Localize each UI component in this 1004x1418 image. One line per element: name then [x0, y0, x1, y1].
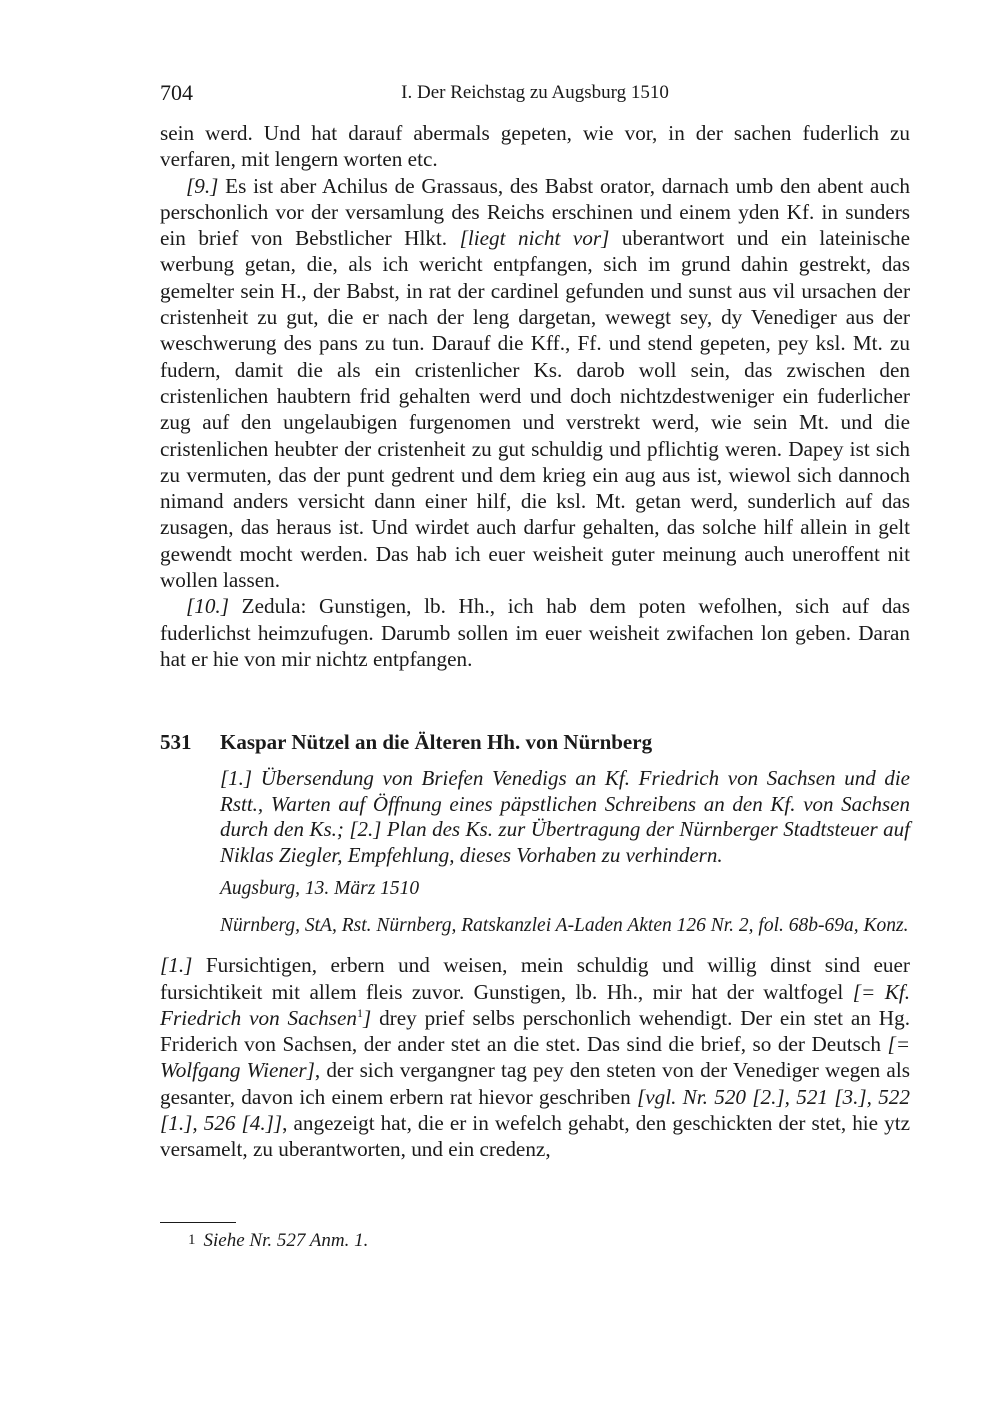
body-text-document-531	[160, 952, 910, 1162]
editorial-note: [vgl. Nr. 520 [2.], 521 [3.], 522 [1.], 526 [4.]]	[160, 1084, 910, 1136]
document-regest: [1.] Übersendung von Briefen Venedigs an Kf. Friedrich von Sachsen und die Rstt., Warten auf Öffnung eines päpstlichen Schreibens an den Kf. von Sachsen durch den Ks.; [2.] Plan des Ks. zur Übertragung der Nürnberger Stadtsteuer auf Niklas Ziegler, Empfehlung, dieses Vorhaben zu verhindern.	[220, 766, 910, 867]
body-text-top	[160, 120, 910, 672]
paragraph-10	[160, 593, 910, 672]
paragraph-text: uberantwort und ein lateinische werbung getan, die, als ich wericht entpfangen, sich im grund dahin gestrekt, das gemelter sein H., der Babst, in rat der cardinel gefunden und sunst aus vil ursachen der cristenheit zu gut, die er nach der leng dargetan, wewegt sey, dy Venediger aus der weschwerung des pans zu tun. Darauf die Kff., Ff. und stend gepeten, pey ksl. Mt. zu fudern, damit die als ein cristenlicher Ks. darob woll sein, das zwischen den cristenlichen haubtern frid gehalten werd und doch nichtzdestweniger ein fuderlicher zug auf den ungelaubigen furgenomen und verstrekt werd, wie sein Mt. und die cristenlichen heubter der cristenheit zu gut schuldig und pflichtig weren. Dapey ist sich zu vermuten, das der punt gedrent und dem krieg ein aug aus ist, wiewol sich dannoch nimand anders versicht dann einer hilf, die ksl. Mt. getan werd, sunderlich auf das zusagen, das heraus ist. Und wirdet auch darfur gehalten, das solche hilf allein in gelt gewendt mocht werden. Das hab ich euer weisheit guter meinung auch uneroffent nit wollen lassen.	[160, 226, 910, 593]
document-title: Kaspar Nützel an die Älteren Hh. von Nürnberg	[220, 730, 653, 755]
paragraph-9	[160, 173, 910, 594]
footnote-divider	[160, 1222, 236, 1223]
paragraph-number: [1.]	[160, 953, 193, 978]
page	[160, 78, 910, 1163]
editorial-note: [= Kf. Friedrich von Sachsen	[160, 979, 911, 1030]
editorial-note: [liegt nicht vor]	[459, 226, 610, 251]
paragraph-531-1	[160, 952, 910, 1162]
footnote-mark: 1	[188, 1232, 196, 1248]
paragraph-text: , der sich vergangner tag pey den steten von der Venediger wegen als gesanter, davon ich einem erbern rat hievor geschriben	[160, 1058, 910, 1109]
paragraph-text: , angezeigt hat, die er in wefelch gehabt, den geschickten der stet, hie ytz versamelt, zu uberantworten, und ein credenz,	[160, 1111, 910, 1162]
page-header	[160, 78, 910, 108]
footnote-reference[interactable]: 1	[356, 1005, 363, 1020]
paragraph-text: Fursichtigen, erbern und weisen, mein schuldig und willig dinst sind euer fursichtikeit mit allem fleis zuvor. Gunstigen, lb. Hh., mir hat der waltfogel	[160, 953, 910, 1004]
editorial-note-close: ]	[362, 1005, 372, 1030]
page-number: 704	[160, 80, 193, 105]
paragraph-text: Zedula: Gunstigen, lb. Hh., ich hab dem poten wefolhen, sich auf das fuderlichst heimzufugen. Darumb sollen im euer weisheit zwifachen lon geben. Daran hat er hie von mir nichtz entpfangen.	[160, 594, 910, 671]
running-title: I. Der Reichstag zu Augsburg 1510	[401, 82, 669, 103]
document-number: 531	[160, 730, 192, 755]
document-source: Nürnberg, StA, Rst. Nürnberg, Ratskanzlei A-Laden Akten 126 Nr. 2, fol. 68b-69a, Konz.	[220, 915, 909, 937]
paragraph-text: Es ist aber Achilus de Grassaus, des Babst orator, darnach umb den abent auch perschonlich vor der versamlung des Reichs erschinen und einem yden Kf. in sunders ein brief von Bebstlicher Hlkt.	[160, 173, 910, 251]
document-heading	[160, 728, 910, 756]
paragraph-continuation: sein werd. Und hat darauf abermals gepeten, wie vor, in der sachen fuderlich zu verfaren, mit lengern worten etc.	[160, 121, 910, 172]
footnote-text: Siehe Nr. 527 Anm. 1.	[203, 1230, 369, 1251]
paragraph-text: drey prief selbs perschonlich wehendigt. Der ein stet an Hg. Friderich von Sachsen, der ander stet an die stet. Das sind die brief, so der Deutsch	[160, 1005, 910, 1057]
paragraph-number: [10.]	[186, 594, 229, 619]
document-date: Augsburg, 13. März 1510	[220, 878, 420, 900]
footnote	[188, 1227, 368, 1254]
paragraph-number: [9.]	[186, 173, 219, 198]
editorial-note: [= Wolfgang Wiener]	[160, 1032, 910, 1083]
